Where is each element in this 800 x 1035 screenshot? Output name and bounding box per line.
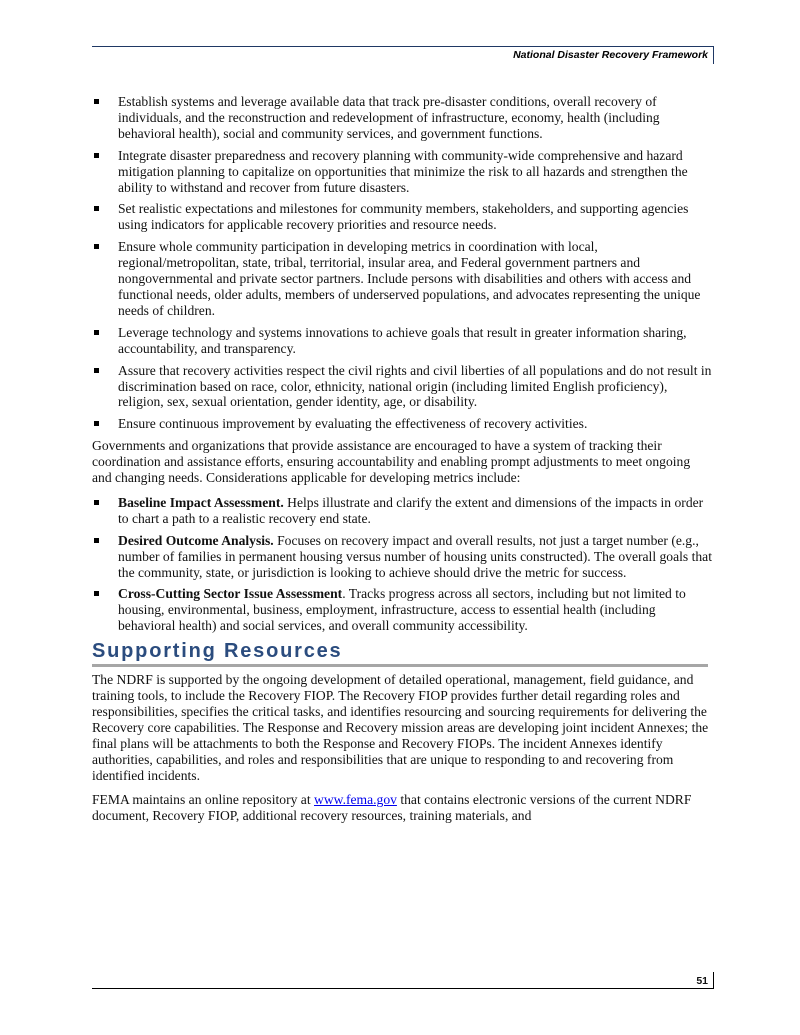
page-number: 51 <box>696 975 708 987</box>
list-item: Establish systems and leverage available data that track pre-disaster conditions, overall recovery of individuals, and the reconstruction and redevelopment of infrastructure, economy, health (including behavioral health), social and community services, and government functions. <box>92 94 712 142</box>
governments-paragraph: Governments and organizations that provide assistance are encouraged to have a system of tracking their coordination and assistance efforts, ensuring accountability and enabling prompt adjustments to meet ongoing and changing needs. Considerations applicable for developing metrics include: <box>92 438 691 486</box>
header-rule <box>92 46 714 47</box>
item-term: Desired Outcome Analysis. <box>118 532 274 548</box>
supporting-resources-paragraph: The NDRF is supported by the ongoing development of detailed operational, management, field guidance, and training tools, to include the Recovery FIOP. The Recovery FIOP provides further detail regarding roles and responsibilities, specifies the critical tasks, and identifies resourcing and sourcing requirements for delivering the Recovery core capabilities. The Response and Recovery mission areas are developing joint incident Annexes; the final plans will be attachments to both the Response and Recovery FIOPs. The incident Annexes identify authorities, capabilities, and roles and responsibilities that are unique to responding to and recovering from identified incidents. <box>92 672 709 783</box>
item-description: . Tracks progress across all sectors, including but not limited to housing, environmental, business, employment, infrastructure, access to essential health (including behavioral health) and social services, and overall community accessibility. <box>118 586 686 634</box>
list-item: Integrate disaster preparedness and recovery planning with community-wide comprehensive and hazard mitigation planning to capitalize on opportunities that minimize the risk to all hazards and strengthen the ability to withstand and recover from future disasters. <box>92 148 712 196</box>
section-rule <box>92 664 708 667</box>
footer-tick <box>713 972 714 989</box>
section-heading: Supporting Resources <box>92 640 343 663</box>
bullet-icon <box>94 368 99 373</box>
header-tick <box>713 46 714 64</box>
list-item: Assure that recovery activities respect the civil rights and civil liberties of all populations and do not result in discrimination based on race, color, ethnicity, national origin (including limited English proficiency), religion, sex, sexual orientation, gender identity, age, or disability. <box>92 363 712 411</box>
list-item: Set realistic expectations and milestones for community members, stakeholders, and supporting agencies using indicators for applicable recovery priorities and resource needs. <box>92 201 712 233</box>
item-term: Cross-Cutting Sector Issue Assessment <box>118 586 343 602</box>
metrics-considerations-list <box>92 495 712 634</box>
bullet-icon <box>94 500 99 505</box>
list-item <box>92 586 712 634</box>
bullet-icon <box>94 244 99 249</box>
bullet-icon <box>94 153 99 158</box>
list-item <box>92 495 712 527</box>
bullet-icon <box>94 99 99 104</box>
bullet-icon <box>94 591 99 596</box>
list-item <box>92 533 712 581</box>
bullet-icon <box>94 421 99 426</box>
item-description: Focuses on recovery impact and overall results, not just a target number (e.g., number of families in permanent housing versus number of housing units constructed). The overall goals that the community, state, or jurisdiction is looking to achieve should drive the metric for success. <box>118 532 712 580</box>
bullet-icon <box>94 206 99 211</box>
item-term: Baseline Impact Assessment. <box>118 494 284 510</box>
footer-rule <box>92 988 714 989</box>
running-header-title: National Disaster Recovery Framework <box>513 49 708 61</box>
bullet-icon <box>94 330 99 335</box>
fema-repository-paragraph: FEMA maintains an online repository at www.fema.gov that contains electronic versions of the current NDRF document, Recovery FIOP, additional recovery resources, training materials, and <box>92 792 692 824</box>
list-item: Leverage technology and systems innovations to achieve goals that result in greater information sharing, accountability, and transparency. <box>92 325 712 357</box>
list-item: Ensure continuous improvement by evaluating the effectiveness of recovery activities. <box>92 416 712 432</box>
list-item: Ensure whole community participation in developing metrics in coordination with local, regional/metropolitan, state, tribal, territorial, insular area, and Federal government partners and nongovernmental and private sector partners. Include persons with disabilities and others with access and functional needs, older adults, members of underserved populations, and advocates representing the unique needs of children. <box>92 239 712 319</box>
fema-website-link[interactable]: www.fema.gov <box>314 792 397 808</box>
bullet-icon <box>94 538 99 543</box>
item-description: Helps illustrate and clarify the extent and dimensions of the impacts in order to chart a path to a realistic recovery end state. <box>118 494 704 526</box>
metrics-principles-list <box>92 94 712 432</box>
page-body <box>92 94 712 833</box>
